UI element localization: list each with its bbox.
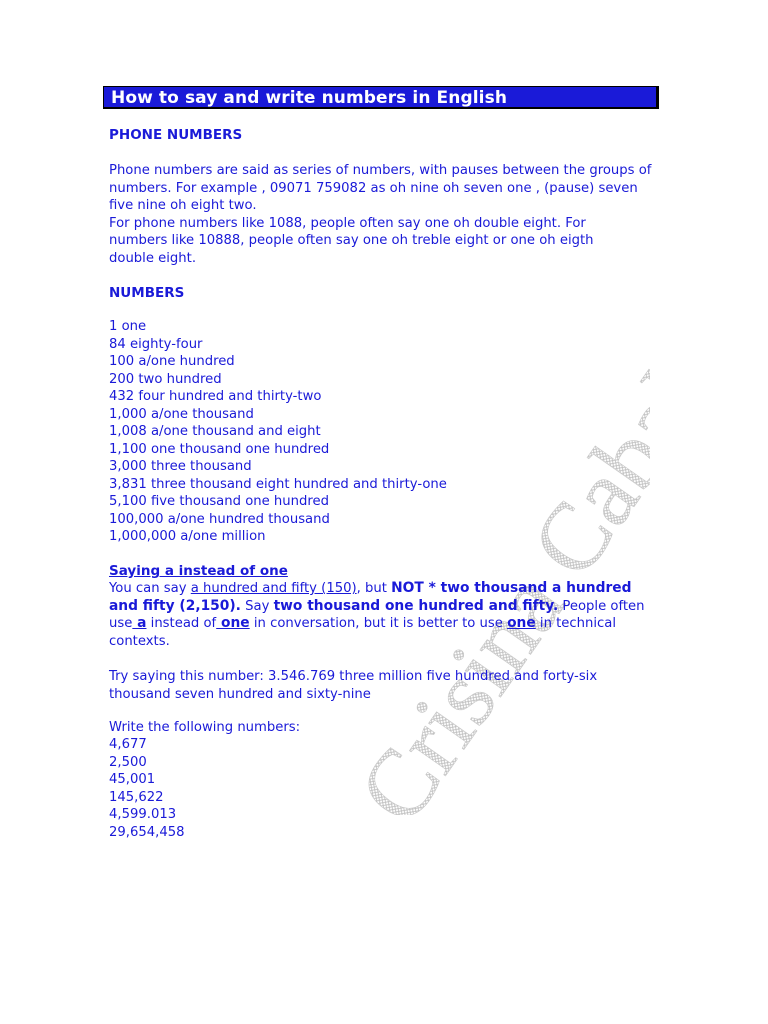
- saying-text: Say: [240, 598, 274, 614]
- phone-heading: PHONE NUMBERS: [109, 127, 243, 143]
- saying-line-1: [109, 580, 669, 598]
- saying-text: in conversation, but it is better to use: [249, 616, 508, 631]
- saying-text: instead of: [146, 616, 217, 631]
- list-item: 1,000,000 a/one million: [109, 529, 266, 544]
- saying-paragraph: [109, 580, 669, 650]
- saying-bold: two thousand one hundred and fifty.: [273, 597, 559, 614]
- phone-paragraph: [109, 162, 651, 267]
- saying-bold: and fifty (2,150).: [109, 597, 241, 614]
- saying-keyword: a: [132, 615, 147, 631]
- list-item: 1 one: [109, 319, 147, 334]
- list-item: 45,001: [109, 772, 156, 787]
- list-item: 100,000 a/one hundred thousand: [109, 511, 330, 527]
- saying-text: People often: [558, 598, 645, 614]
- saying-line-3: [109, 615, 669, 633]
- list-item: 2,500: [109, 754, 147, 770]
- numbers-heading: NUMBERS: [109, 285, 185, 301]
- saying-example: a hundred and fifty (150): [190, 581, 357, 596]
- saying-keyword: one: [216, 615, 250, 631]
- try-line: Try saying this number: 3.546.769 three million five hundred and forty-six: [109, 669, 598, 684]
- saying-text: in technical: [535, 616, 617, 631]
- phone-line: double eight.: [109, 250, 197, 266]
- list-item: 1,000 a/one thousand: [109, 406, 254, 422]
- list-item: 432 four hundred and thirty-two: [109, 389, 322, 404]
- saying-not: NOT * two thousand a hundred: [391, 580, 632, 596]
- try-line: thousand seven hundred and sixty-nine: [109, 686, 371, 702]
- list-item: 3,000 three thousand: [109, 459, 252, 474]
- list-item: 5,100 five thousand one hundred: [109, 494, 329, 509]
- page-title: How to say and write numbers in English: [111, 88, 508, 108]
- saying-text: , but: [356, 581, 392, 596]
- try-paragraph: [109, 668, 597, 703]
- list-item: 145,622: [109, 789, 164, 805]
- list-item: 200 two hundred: [109, 371, 222, 387]
- phone-line: numbers. For example , 09071 759082 as oh nine oh seven one , (pause) seven: [109, 180, 638, 196]
- saying-line-2: [109, 598, 669, 616]
- exercise-heading: Write the following numbers:: [109, 720, 301, 735]
- saying-heading: Saying a instead of one: [109, 563, 288, 579]
- list-item: 100 a/one hundred: [109, 354, 235, 369]
- list-item: 4,677: [109, 737, 147, 752]
- list-item: 3,831 three thousand eight hundred and thirty-one: [109, 476, 447, 492]
- list-item: 1,100 one thousand one hundred: [109, 441, 330, 457]
- saying-text: use: [109, 616, 133, 631]
- title-bar: [103, 86, 659, 109]
- saying-keyword: one: [507, 615, 536, 631]
- watermark-text: Crisina Cabal: [337, 350, 650, 815]
- phone-line: For phone numbers like 1088, people often say one oh double eight. For: [109, 215, 586, 231]
- phone-line: numbers like 10888, people often say one oh treble eight or one oh eigth: [109, 233, 594, 248]
- exercise-list: [109, 736, 185, 841]
- phone-line: five nine oh eight two.: [109, 198, 257, 213]
- list-item: 1,008 a/one thousand and eight: [109, 424, 321, 439]
- saying-text: You can say: [109, 581, 191, 596]
- list-item: 4,599.013: [109, 807, 177, 822]
- numbers-list: [109, 318, 447, 546]
- phone-line: Phone numbers are said as series of numbers, with pauses between the groups of: [109, 163, 652, 178]
- list-item: 29,654,458: [109, 824, 185, 840]
- list-item: 84 eighty-four: [109, 336, 203, 352]
- saying-line-4: contexts.: [109, 633, 170, 649]
